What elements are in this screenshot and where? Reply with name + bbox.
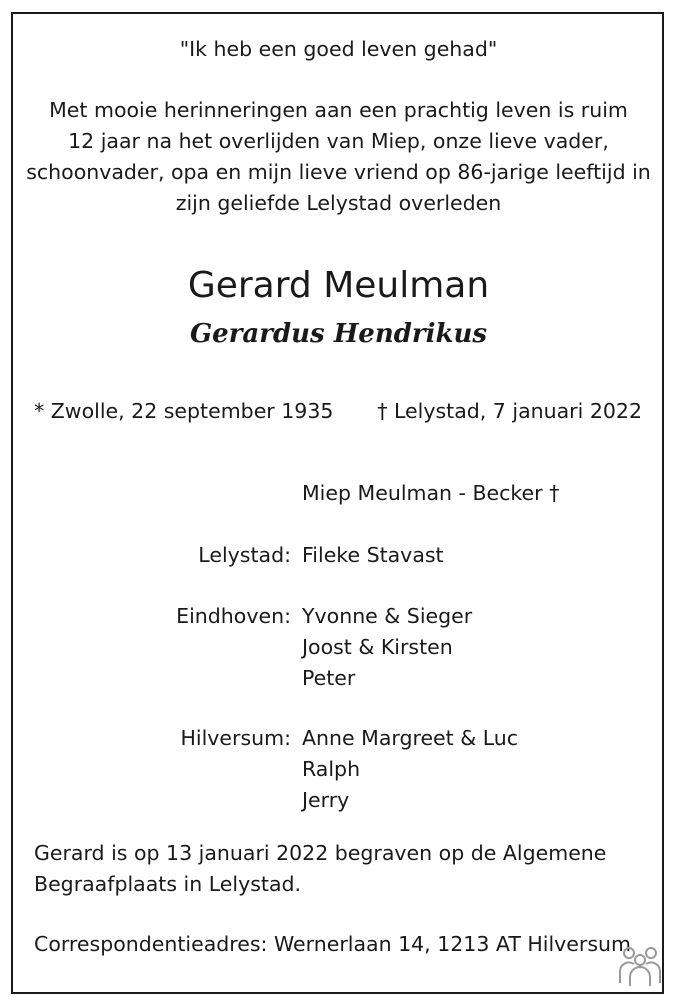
family-names [302, 723, 518, 816]
quote: "Ik heb een goed leven gehad" [179, 37, 498, 61]
family-member: Yvonne & Sieger [302, 604, 473, 628]
family-place: Hilversum: [180, 726, 291, 750]
death-info: † Lelystad, 7 januari 2022 [377, 399, 642, 423]
deceased-name: Gerard Meulman [187, 265, 490, 306]
burial-line: Begraafplaats in Lelystad. [34, 872, 302, 896]
people-group-icon [617, 945, 663, 987]
family-member: Joost & Kirsten [302, 635, 453, 659]
intro-line: Met mooie herinneringen aan een prachtig leven is ruim [49, 98, 628, 122]
family-member: Ralph [302, 757, 361, 781]
intro-line: schoonvader, opa en mijn lieve vriend op 86-jarige leeftijd in [26, 160, 651, 184]
family-member: Peter [302, 666, 356, 690]
family-member: Fileke Stavast [302, 543, 444, 567]
family-member: Jerry [302, 788, 350, 812]
intro-line: 12 jaar na het overlijden van Miep, onze lieve vader, [68, 129, 609, 153]
burial-info [34, 838, 606, 900]
correspondence-address: Correspondentieadres: Wernerlaan 14, 1213 AT Hilversum [34, 932, 631, 956]
family-names [302, 540, 444, 571]
family-place: Eindhoven: [176, 604, 291, 628]
spouse-name: Miep Meulman - Becker † [302, 481, 560, 505]
burial-line: Gerard is op 13 januari 2022 begraven op de Algemene [34, 841, 607, 865]
given-names: Gerardus Hendrikus [189, 319, 488, 349]
intro-text [0, 95, 677, 219]
family-place: Lelystad: [198, 543, 291, 567]
family-member: Anne Margreet & Luc [302, 726, 519, 750]
intro-line: zijn geliefde Lelystad overleden [175, 191, 502, 215]
family-names [302, 601, 472, 694]
birth-info: * Zwolle, 22 september 1935 [34, 399, 334, 423]
